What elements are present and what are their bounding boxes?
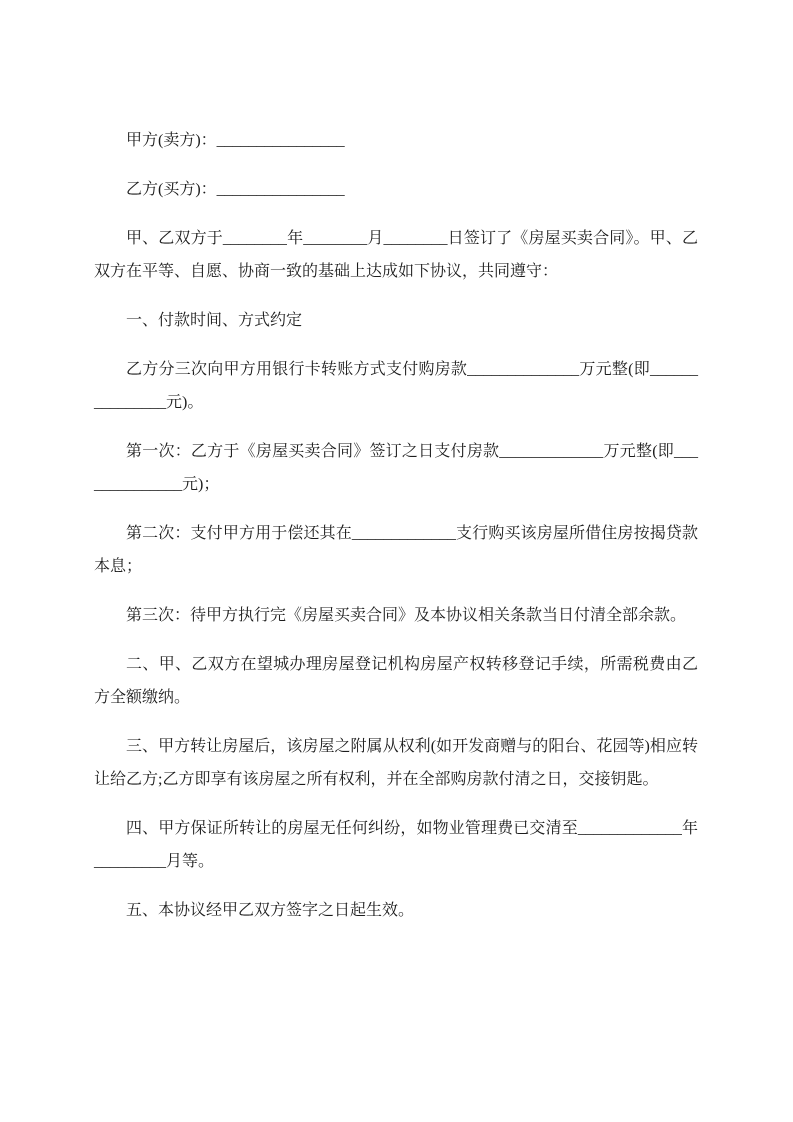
party-b-buyer-line: 乙方(买方)：________________ (126, 181, 345, 198)
second-payment-clause: 第二次：支付甲方用于偿还其在_____________支行购买该房屋所借住房按揭贷款本息； (94, 525, 698, 575)
section-2-clause: 二、甲、乙双方在望城办理房屋登记机构房屋产权转移登记手续，所需税费由乙方全额缴纳。 (94, 656, 698, 706)
section-3-clause: 三、甲方转让房屋后，该房屋之附属从权利(如开发商赠与的阳台、花园等)相应转让给乙方;乙方即享有该房屋之所有权利，并在全部购房款付清之日，交接钥匙。 (94, 738, 698, 788)
section-5-clause: 五、本协议经甲乙双方签字之日起生效。 (126, 902, 415, 919)
intro-clause: 甲、乙双方于________年________月________日签订了《房屋买卖合同》。甲、乙双方在平等、自愿、协商一致的基础上达成如下协议，共同遵守： (94, 230, 698, 280)
document-body (94, 124, 698, 927)
section-1-heading: 一、付款时间、方式约定 (126, 312, 303, 329)
third-payment-clause: 第三次：待甲方执行完《房屋买卖合同》及本协议相关条款当日付清全部余款。 (126, 607, 687, 624)
first-payment-clause: 第一次：乙方于《房屋买卖合同》签订之日支付房款_____________万元整(即______________元)； (94, 443, 698, 493)
payment-overview-clause: 乙方分三次向甲方用银行卡转账方式支付购房款______________万元整(即_______________元)。 (94, 361, 698, 411)
party-a-seller-line: 甲方(卖方)：________________ (126, 132, 345, 149)
section-4-clause: 四、甲方保证所转让的房屋无任何纠纷，如物业管理费已交清至_____________年_________月等。 (94, 820, 698, 870)
